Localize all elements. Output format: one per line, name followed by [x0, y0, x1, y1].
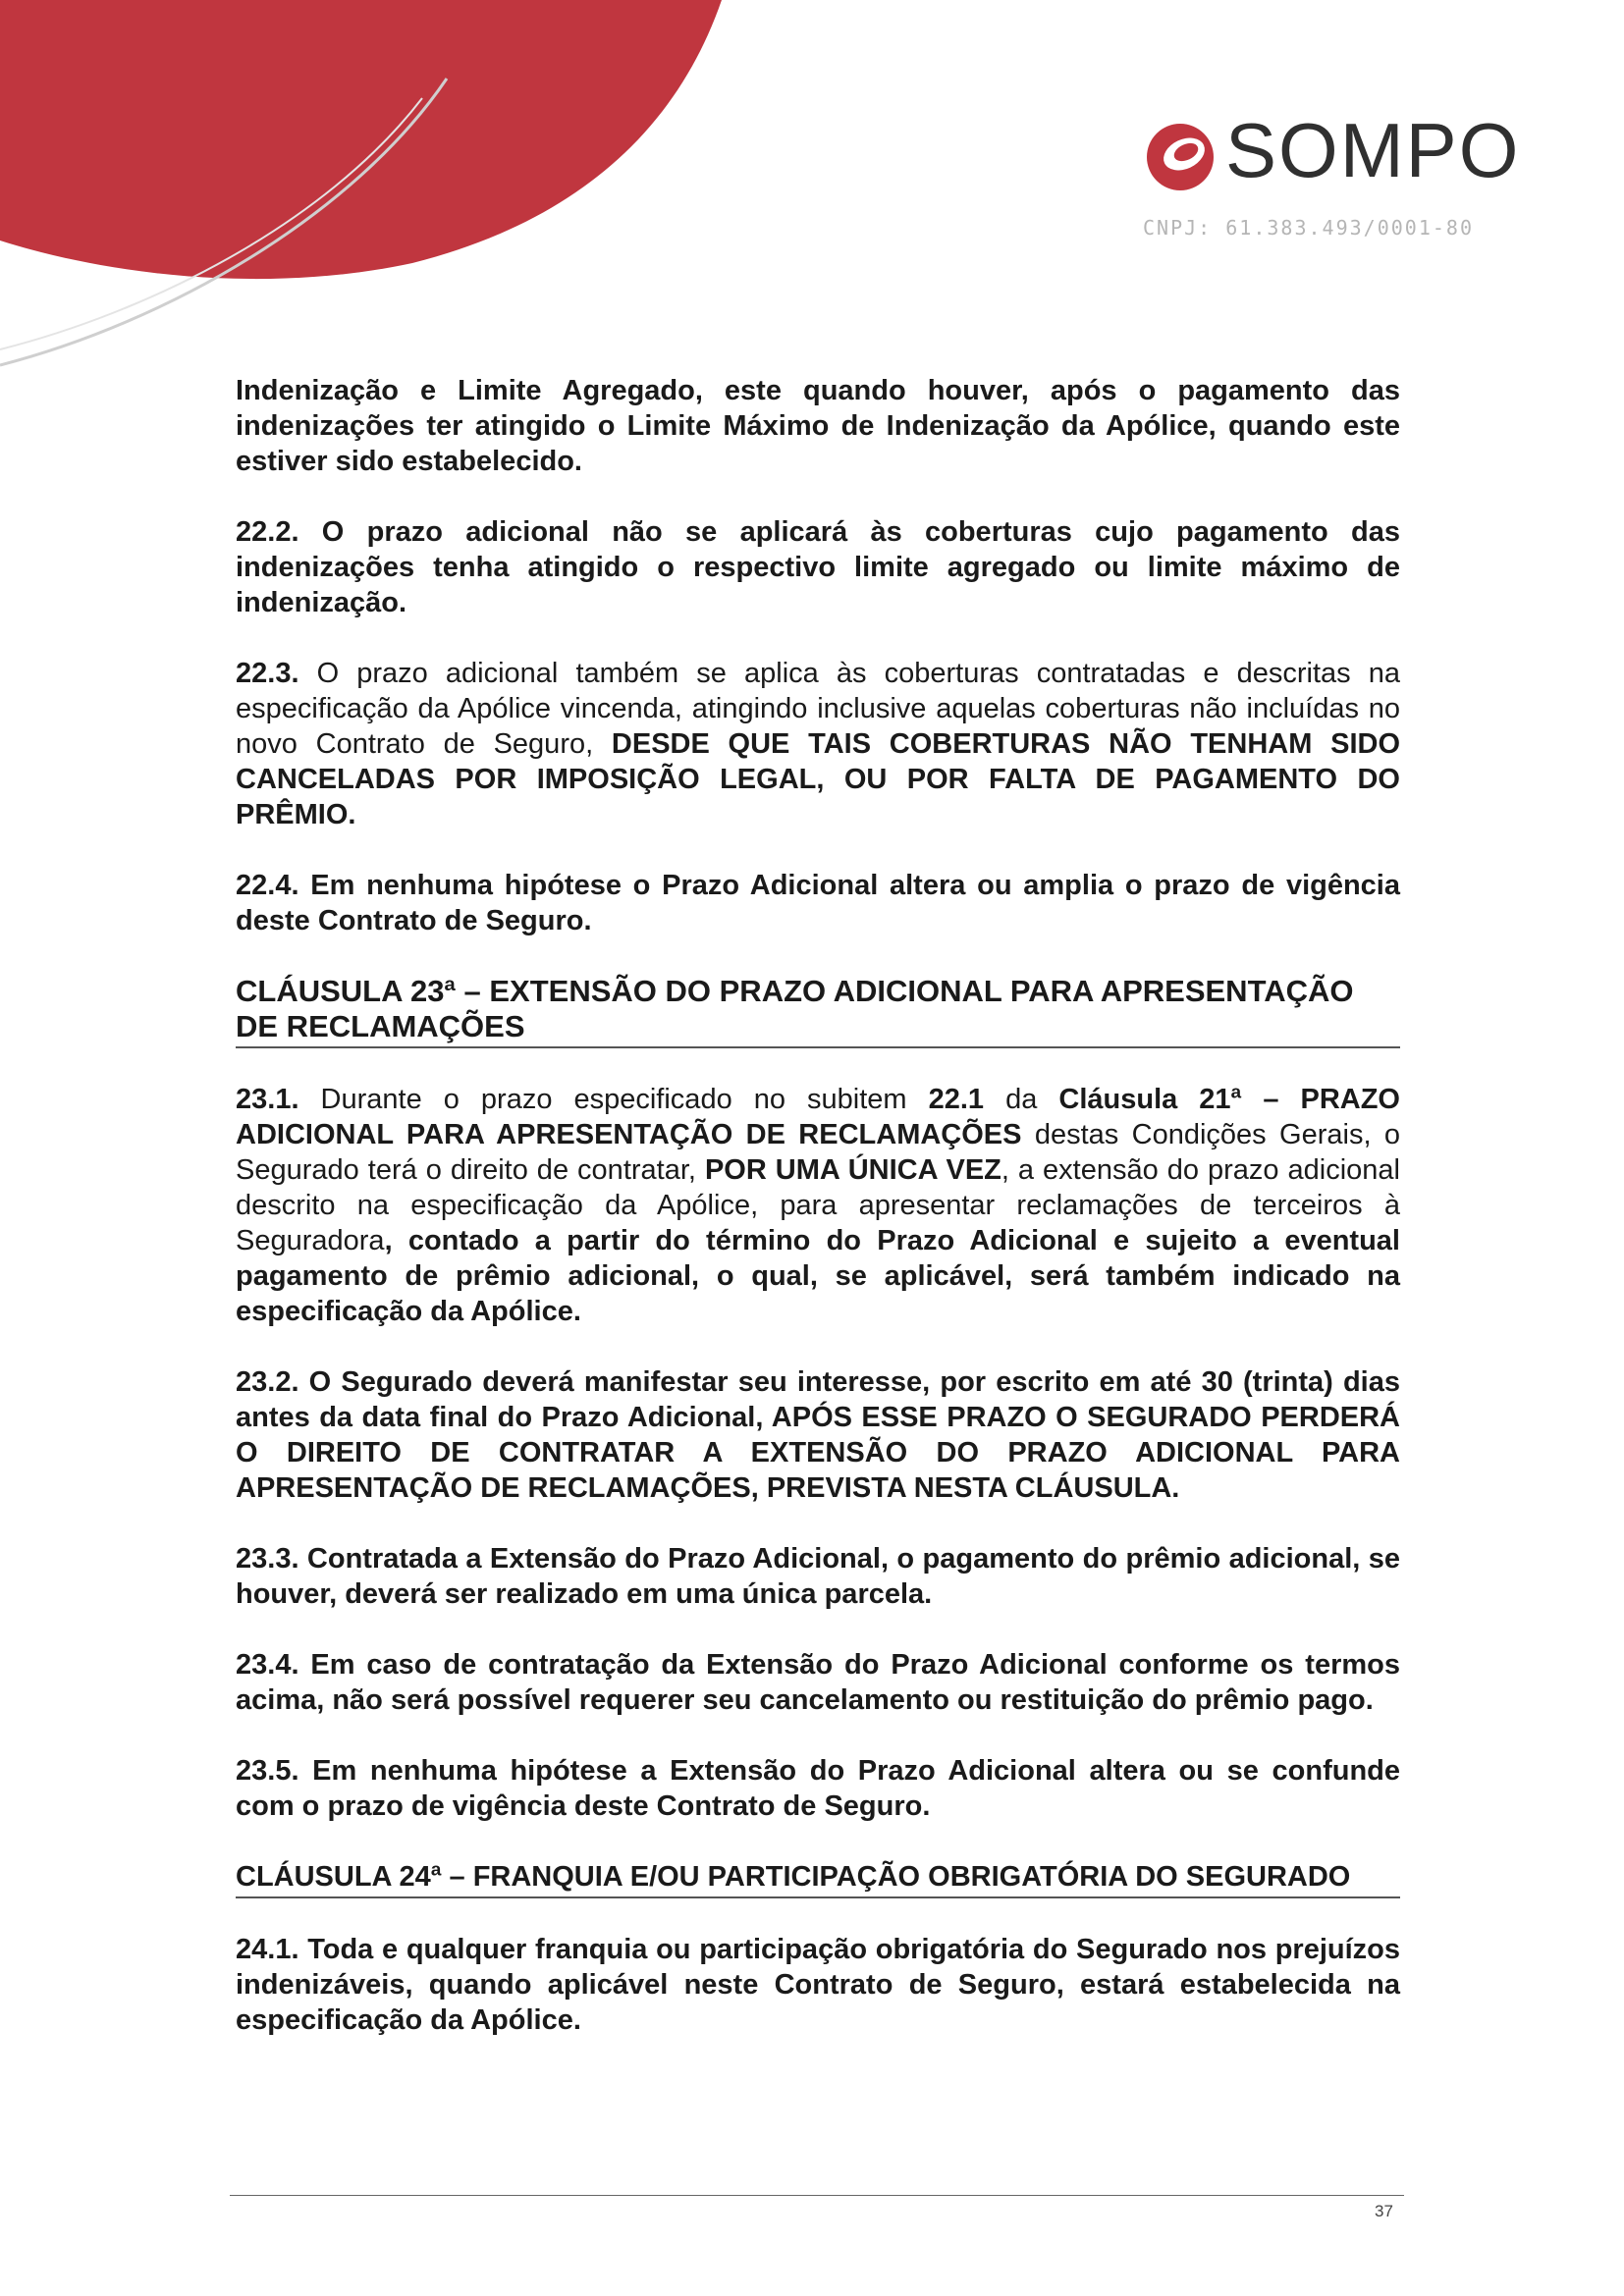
bold-text: 22.2. O prazo adicional não se aplicará às coberturas cujo pagamento das indenizações tenha atingido o respectivo limite agregado ou limite máximo de indenização.: [236, 516, 1400, 618]
bold-text: 23.2. O Segurado deverá manifestar seu interesse, por escrito em até 30 (trinta) dias antes da data final do Prazo Adicional, APÓS ESSE PRAZO O SEGURADO PERDERÁ O DIREITO DE CONTRATAR A EXTENSÃO DO PRAZO ADICIONAL PARA APRESENTAÇÃO DE RECLAMAÇÕES, PREVISTA NESTA CLÁUSULA.: [236, 1366, 1400, 1504]
regular-text: Durante o prazo especificado no subitem: [298, 1084, 929, 1115]
regular-text: destas Condições Gerais, o Segurado terá o direito de contratar,: [236, 1119, 1400, 1186]
bold-text: 23.4. Em caso de contratação da Extensão do Prazo Adicional conforme os termos acima, não será possível requerer seu cancelamento ou restituição do prêmio pago.: [236, 1649, 1400, 1716]
cnpj-text: CNPJ: 61.383.493/0001-80: [1143, 216, 1474, 240]
bold-text: 22.3.: [236, 658, 299, 689]
sompo-logo-icon: [1145, 122, 1216, 192]
clause-paragraph: [236, 1753, 1400, 1824]
regular-text: O prazo adicional também se aplica às coberturas contratadas e descritas na especificação da Apólice vincenda, atingindo inclusive aquelas coberturas não incluídas no novo Contrato de Seguro,: [236, 658, 1400, 760]
bold-text: DESDE QUE TAIS COBERTURAS NÃO TENHAM SIDO CANCELADAS POR IMPOSIÇÃO LEGAL, OU POR FALTA DE PAGAMENTO DO PRÊMIO.: [236, 728, 1400, 830]
bold-text: CLÁUSULA 23ª – EXTENSÃO DO PRAZO ADICIONAL PARA APRESENTAÇÃO DE RECLAMAÇÕES: [236, 974, 1354, 1043]
clause-paragraph: [236, 514, 1400, 620]
bold-text: POR UMA ÚNICA VEZ: [704, 1154, 1001, 1186]
clause-paragraph: [236, 656, 1400, 832]
sompo-logo: [1139, 107, 1521, 250]
bold-text: 24.1. Toda e qualquer franquia ou participação obrigatória do Segurado nos prejuízos indenizáveis, quando aplicável neste Contrato de Seguro, estará estabelecida na especificação da Apólice.: [236, 1934, 1400, 2036]
bold-text: CLÁUSULA 24ª – FRANQUIA E/OU PARTICIPAÇÃO OBRIGATÓRIA DO SEGURADO: [236, 1861, 1351, 1893]
header-red-swoosh: [0, 0, 746, 383]
clause-heading: [236, 1859, 1400, 1898]
bold-text: 22.1: [928, 1084, 985, 1115]
bold-text: 22.4. Em nenhuma hipótese o Prazo Adicional altera ou amplia o prazo de vigência deste Contrato de Seguro.: [236, 870, 1400, 936]
regular-text: , a extensão do prazo adicional descrito na especificação da Apólice, para apresentar reclamações de terceiros à Seguradora: [236, 1154, 1400, 1256]
bold-text: 23.1.: [236, 1084, 299, 1115]
clause-paragraph: [236, 1541, 1400, 1612]
logo-wordmark: SOMPO: [1225, 107, 1521, 193]
bold-text: Cláusula 21ª – PRAZO ADICIONAL PARA APRESENTAÇÃO DE RECLAMAÇÕES: [236, 1084, 1400, 1150]
clause-paragraph: [236, 373, 1400, 479]
footer-divider: [230, 2195, 1404, 2196]
clause-paragraph: [236, 1647, 1400, 1718]
page-number: 37: [1375, 2202, 1393, 2220]
bold-text: Indenização e Limite Agregado, este quando houver, após o pagamento das indenizações ter atingido o Limite Máximo de Indenização da Apólice, quando este estiver sido estabelecido.: [236, 375, 1400, 477]
document-body: [236, 373, 1400, 2073]
clause-heading: [236, 974, 1400, 1048]
regular-text: da: [984, 1084, 1059, 1115]
red-shape: [0, 0, 722, 279]
bold-text: 23.5. Em nenhuma hipótese a Extensão do Prazo Adicional altera ou se confunde com o prazo de vigência deste Contrato de Seguro.: [236, 1755, 1400, 1822]
bold-text: , contado a partir do término do Prazo Adicional e sujeito a eventual pagamento de prêmio adicional, o qual, se aplicável, será também indicado na especificação da Apólice.: [236, 1225, 1400, 1327]
bold-text: 23.3. Contratada a Extensão do Prazo Adicional, o pagamento do prêmio adicional, se houver, deverá ser realizado em uma única parcela.: [236, 1543, 1400, 1610]
clause-paragraph: [236, 868, 1400, 938]
clause-paragraph: [236, 1364, 1400, 1506]
clause-paragraph: [236, 1082, 1400, 1329]
clause-paragraph: [236, 1932, 1400, 2038]
